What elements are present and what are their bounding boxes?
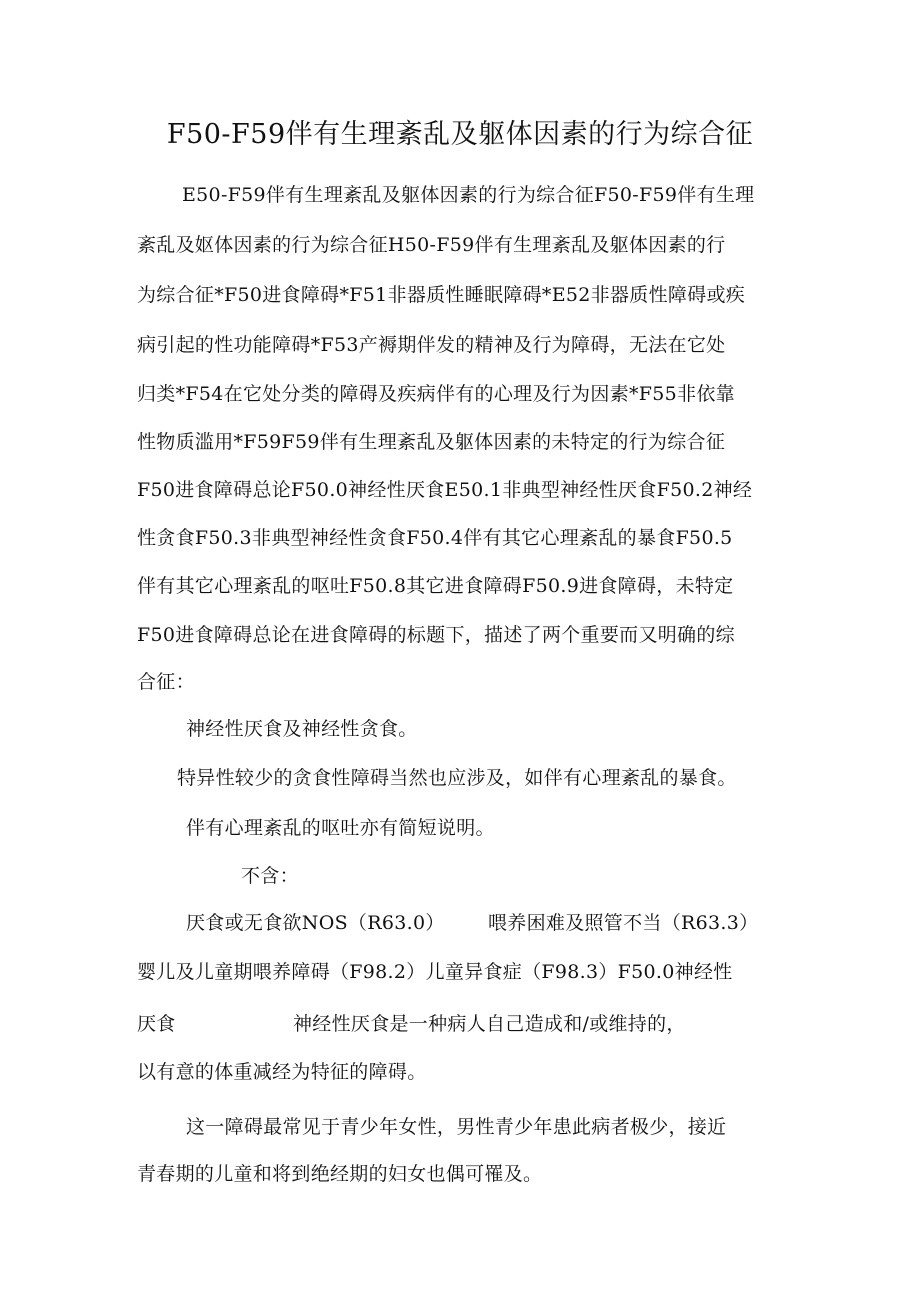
text-line: 神经性厌食及神经性贪食。 — [186, 718, 418, 740]
text-line: 厌食或无食欲NOS（R63.0） — [186, 912, 445, 934]
text-line: 归类*F54在它处分类的障碍及疾病伴有的心理及行为因素*F55非依靠 — [137, 383, 735, 405]
text-line: F50进食障碍总论F50.0神经性厌食E50.1非典型神经性厌食F50.2神经 — [137, 479, 753, 501]
text-line: 喂养困难及照管不当（R63.3） — [488, 912, 759, 934]
text-line: 伴有其它心理紊乱的呕吐F50.8其它进食障碍F50.9进食障碍，未特定 — [137, 575, 734, 597]
text-line: 厌食 — [137, 1013, 176, 1035]
text-line: 青春期的儿童和将到绝经期的妇女也偶可罹及。 — [137, 1163, 543, 1185]
text-line: E50-F59伴有生理紊乱及躯体因素的行为综合征F50-F59伴有生理 — [182, 184, 755, 206]
text-line: 合征： — [137, 671, 195, 693]
text-line: 这一障碍最常见于青少年女性，男性青少年患此病者极少，接近 — [186, 1116, 727, 1138]
document-title: F50-F59伴有生理紊乱及躯体因素的行为综合征 — [166, 119, 754, 150]
text-line: 不含： — [241, 865, 299, 887]
text-line: 紊乱及妪体因素的行为综合征H50-F59伴有生理紊乱及躯体因素的行 — [137, 234, 726, 256]
text-line: 婴儿及儿童期喂养障碍（F98.2）儿童异食症（F98.3）F50.0神经性 — [137, 961, 733, 983]
text-line: 性贪食F50.3非典型神经性贪食F50.4伴有其它心理紊乱的暴食F50.5 — [137, 527, 733, 549]
text-line: 伴有心理紊乱的呕吐亦有简短说明。 — [186, 817, 495, 839]
text-line: 病引起的性功能障碍*F53产褥期伴发的精神及行为障碍，无法在它处 — [137, 334, 726, 356]
text-line: 神经性厌食是一种病人自己造成和/或维持的， — [293, 1013, 686, 1035]
text-line: 为综合征*F50进食障碍*F51非器质性睡眠障碍*E52非器质性障碍或疾 — [137, 284, 746, 306]
text-line: 性物质滥用*F59F59伴有生理紊乱及躯体因素的未特定的行为综合征 — [137, 431, 726, 453]
text-line: 以有意的体重减经为特征的障碍。 — [137, 1061, 427, 1083]
text-line: 特异性较少的贪食性障碍当然也应涉及，如伴有心理紊乱的暴食。 — [177, 767, 737, 789]
text-line: F50进食障碍总论在进食障碍的标题下，描述了两个重要而又明确的综 — [137, 624, 735, 646]
